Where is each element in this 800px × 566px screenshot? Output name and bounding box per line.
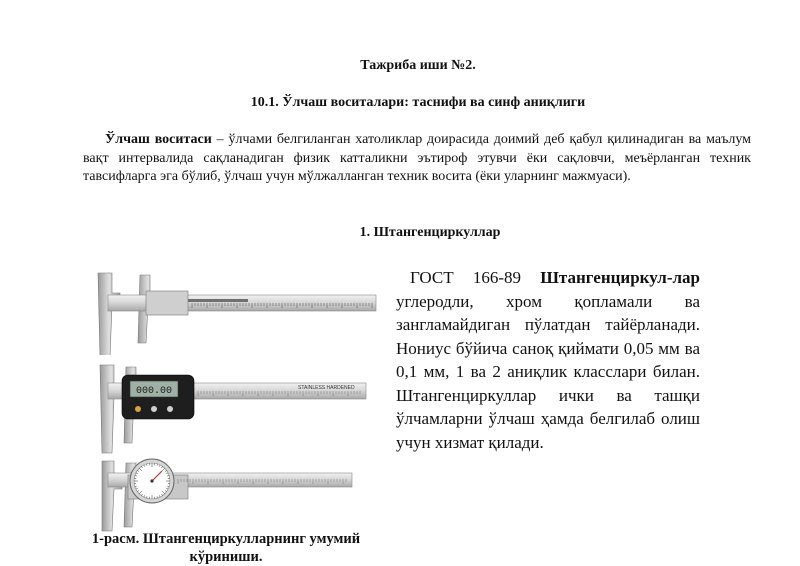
page-title: Тажриба иши №2.: [18, 58, 800, 74]
zero-button-icon: [151, 406, 157, 412]
digital-reading: 000.00: [136, 386, 172, 397]
brand-engraving: STAINLESS HARDENED: [298, 385, 355, 391]
desc-term: Штангенциркул-лар: [540, 268, 700, 287]
intro-text: – ўлчами белгиланган хатоликлар доирасида доимий деб қабул қилинадиган ва маълум вақт интервалида сақланадиган физик катталикни эътироф этувчи ёки сақловчи, меъёрланган техник тавсифларга эга бўлиб, ўлчаш учун мўлжалланган техник восита (ёки уларнинг мажмуаси).: [83, 132, 751, 184]
vernier-caliper: [88, 265, 378, 360]
calipers-illustration: [88, 265, 378, 535]
intro-paragraph: [83, 131, 751, 187]
section-heading: 10.1. Ўлчаш воситалари: таснифи ва синф аниқлиги: [18, 95, 800, 111]
desc-prefix: ГОСТ 166-89: [410, 268, 540, 287]
intro-term: Ўлчаш воситаси: [105, 132, 212, 147]
desc-text: углеродли, хром қопламали ва зангламайдиган пўлатдан тайёрланади. Нониус бўйича саноқ қиймати 0,05 мм ва 0,1 мм, 1 ва 2 аниқлик класслари билан. Штангенциркуллар ички ва ташқи ўлчамларни ўлчаш ҳамда белгилаб олиш учун хизмат қилади.: [396, 292, 700, 452]
unit-button-icon: [167, 406, 173, 412]
figure-caption: 1-расм. Штангенциркулларнинг умумий кўриниши.: [76, 530, 376, 566]
subsection-heading: 1. Штангенциркуллар: [30, 225, 800, 241]
digital-caliper: [100, 365, 366, 453]
calipers-description: [396, 266, 700, 454]
on-button-icon: [135, 406, 141, 412]
calipers-figure: [88, 265, 378, 535]
dial-caliper: [102, 459, 352, 531]
